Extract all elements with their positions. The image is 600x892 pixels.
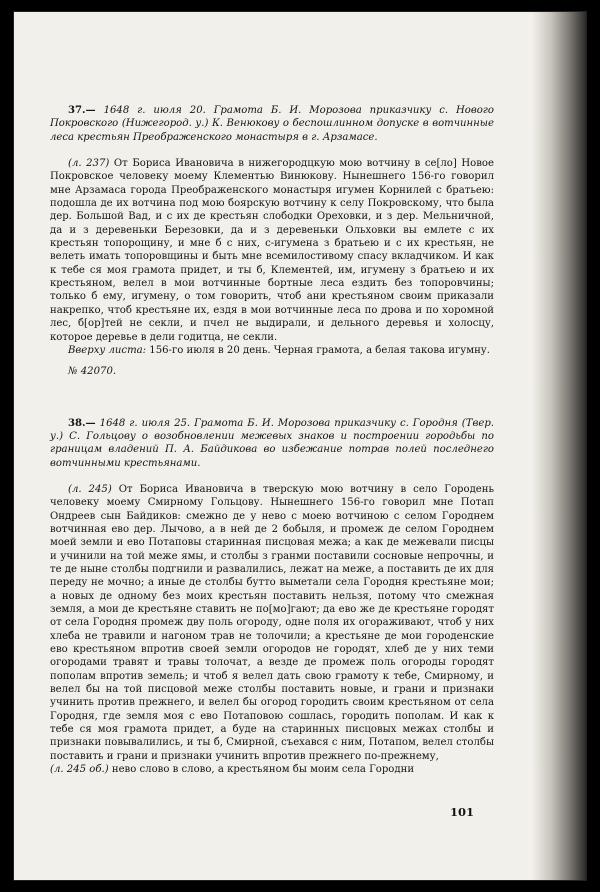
doc-37-body-text: От Бориса Ивановича в нижегородцкую мою вотчину в се[ло] Новое Покровское человеку моему Клементью Винюкову. Нынешнего 156-го говорил мне Арзамаса города Преображенского монастыря игумен Корнилей с братьею: подошла де их вотчина под мою боярскую вотчину к селу Покровскому, что была дер. Большой Вад, и с их де крестьян слободки Ореховки, и з дер. Мельничной, да и з деревеньки Березовки, да и з деревеньки Ольховки вы емлете с их крестьян топорощину, и мне б с них, с-игумена з братьею и с их крестьян, не велеть имать топоровщины и быть мне всемилостивому спасу вкладчиком. И как к тебе ся моя грамота придет, и ты б, Клементей, им, игумену з братьею и их крестьяном, велел в мои вотчинные бортные леса ездить без топоровчины; только б ему, игумену, о том говорить, чтоб ани крестьяном своим приказали накрепко, чтоб крестьяне их, ездя в мои вотчинные леса по дрова и по хоромной лес, б[ор]тей не секли, и пчел не выдирали, и дельного деревья и холосцу, которое деревье в дели годитца, не секли.: [50, 158, 494, 343]
book-spine-shadow: [532, 12, 586, 880]
doc-37-title: 1648 г. июля 20. Грамота Б. И. Морозова приказчику с. Нового Покровского (Нижегород. у.) К. Венюкову о беспошлинном допуске в вотчинные леса крестьян Преображенского монастыря в г. Арзамасе.: [50, 105, 494, 143]
doc-37-note-label: Вверху листа:: [68, 344, 147, 356]
doc-38-title: 1648 г. июля 25. Грамота Б. И. Морозова приказчику с. Городня (Твер. у.) С. Гольцову о возобновлении межевых знаков и построении городьбы по границам владений П. А. Байдикова во избежание потрав полей последнего вотчинными крестьянами.: [50, 417, 494, 469]
doc-38-body-text: От Бориса Ивановича в тверскую мою вотчину в село Городень человеку моему Смирному Гольцову. Нынешнего 156-го говорил мне Потап Ондреев сын Байдиков: смежно де у нево с моею вотчиною с селом Городнем вотчинная ево дер. Лычово, а в ней де 2 бобыля, и промеж де селом Городнем моей земли и ево Потаповы старинная писцовая межа; а как де межевали писцы и учинили на той меже ямы, и столбы з гранми поставили сосновые непрочны, и те де ныне столбы подгнили и развалились, лежат на меже, а поставить де их для переду не мочно; а иные де столбы бутто выметали села Городня крестьяне мои; а новых де одному без моих крестьян поставить нельзя, потому что смежная земля, а мои де крестьяне ставить не по[мо]гают; да ево же де крестьяне городят от села Городня промеж дву поль огороду, одне поля их огораживают, чтоб у них хлеба не травили и нагоном трав не толочили; а крестьяне де мои городенские ево крестьяном впротив своей земли огородов не городят, хлеб де у них теми огородами травят и травы толочат, а везде де промеж поль огороды городят пополам впротив земель; и чтоб я велел дать свою грамоту к тебе, Смирному, и велел бы на той писцовой меже столбы поставить новые, и грани и признаки учинить против прежнего, и велел бы огород городить своим крестьяном от села Городня, где земля моя с ево Потаповою сошлась, городить пополам. И как к тебе ся моя грамота придет, а буде на старинных писцовых межах столбы и признаки повывалились, и ты б, Смирной, съехався с ним, Потапом, велел столбы поставить и грани и признаки учинить впротив прежнего по-прежнему,: [50, 483, 494, 762]
doc-38-folio-2: (л. 245 об.): [50, 764, 109, 776]
doc-38-heading: [50, 417, 494, 470]
doc-37-number: 37.—: [68, 105, 96, 116]
doc-37-note: [50, 344, 494, 357]
doc-37-note-text: 156-го июля в 20 день. Черная грамота, а белая такова игумну.: [149, 344, 490, 356]
doc-38-body: [50, 483, 494, 763]
book-page: [14, 12, 586, 880]
doc-37-folio: (л. 237): [68, 158, 110, 170]
page-number: 101: [450, 805, 475, 819]
doc-37-heading: [50, 104, 494, 144]
doc-38-number: 38.—: [68, 417, 96, 429]
doc-37-archive-number: № 42070.: [68, 366, 117, 378]
section-spacer: [50, 379, 494, 417]
page-content: [50, 104, 494, 776]
doc-38-body-continued: [50, 763, 494, 776]
doc-38-folio: (л. 245): [68, 483, 112, 495]
doc-38-body-text-2: нево слово в слово, а крестьяном бы моим села Городни: [111, 764, 415, 776]
doc-37-body: [50, 157, 494, 344]
